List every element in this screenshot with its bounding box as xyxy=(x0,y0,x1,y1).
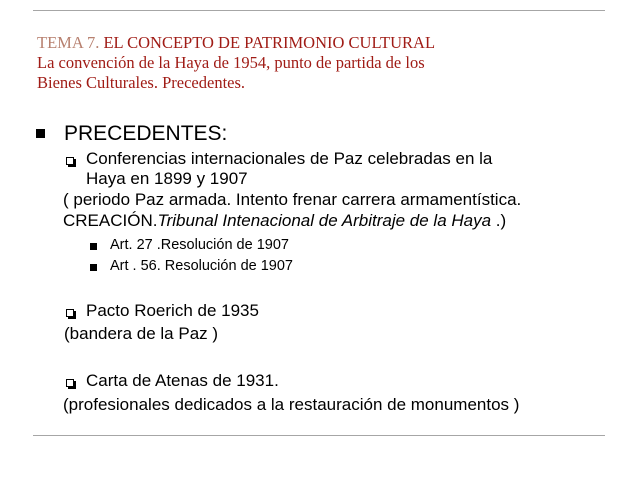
creacion-line xyxy=(63,211,506,231)
square-bullet-icon xyxy=(90,243,97,250)
tribunal-name: Tribunal Intenacional de Arbitraje de la Haya xyxy=(157,211,492,230)
slide-header xyxy=(37,33,597,93)
item3-note: (profesionales dedicados a la restauración de monumentos ) xyxy=(63,395,520,414)
item3-text: Carta de Atenas de 1931. xyxy=(86,371,279,390)
topic-title: EL CONCEPTO DE PATRIMONIO CULTURAL xyxy=(103,33,436,52)
topic-number: TEMA 7. xyxy=(37,33,100,52)
creacion-label: CREACIÓN. xyxy=(63,211,158,230)
item2-text: Pacto Roerich de 1935 xyxy=(86,301,259,320)
item1-line-1: Conferencias internacionales de Paz celebradas en la xyxy=(86,149,493,168)
item1-line-2: Haya en 1899 y 1907 xyxy=(86,169,248,188)
item2-note: (bandera de la Paz ) xyxy=(64,324,219,343)
section-heading: PRECEDENTES: xyxy=(64,122,228,145)
header-title-line xyxy=(37,33,597,53)
checkbox-bullet-icon xyxy=(66,379,74,387)
checkbox-bullet-icon xyxy=(66,157,74,165)
sub-item-art-56: Art . 56. Resolución de 1907 xyxy=(110,258,293,274)
creacion-end: .) xyxy=(491,211,507,230)
paren-note-1: ( periodo Paz armada. Intento frenar carrera armamentística. xyxy=(63,190,522,209)
top-divider xyxy=(33,10,605,11)
square-bullet-icon xyxy=(90,264,97,271)
header-subtitle-line-1: La convención de la Haya de 1954, punto de partida de los xyxy=(37,53,425,72)
bottom-divider xyxy=(33,435,605,436)
sub-item-art-27: Art. 27 .Resolución de 1907 xyxy=(110,237,289,253)
header-subtitle-line-2: Bienes Culturales. Precedentes. xyxy=(37,73,246,92)
square-bullet-icon xyxy=(36,129,45,138)
checkbox-bullet-icon xyxy=(66,309,74,317)
